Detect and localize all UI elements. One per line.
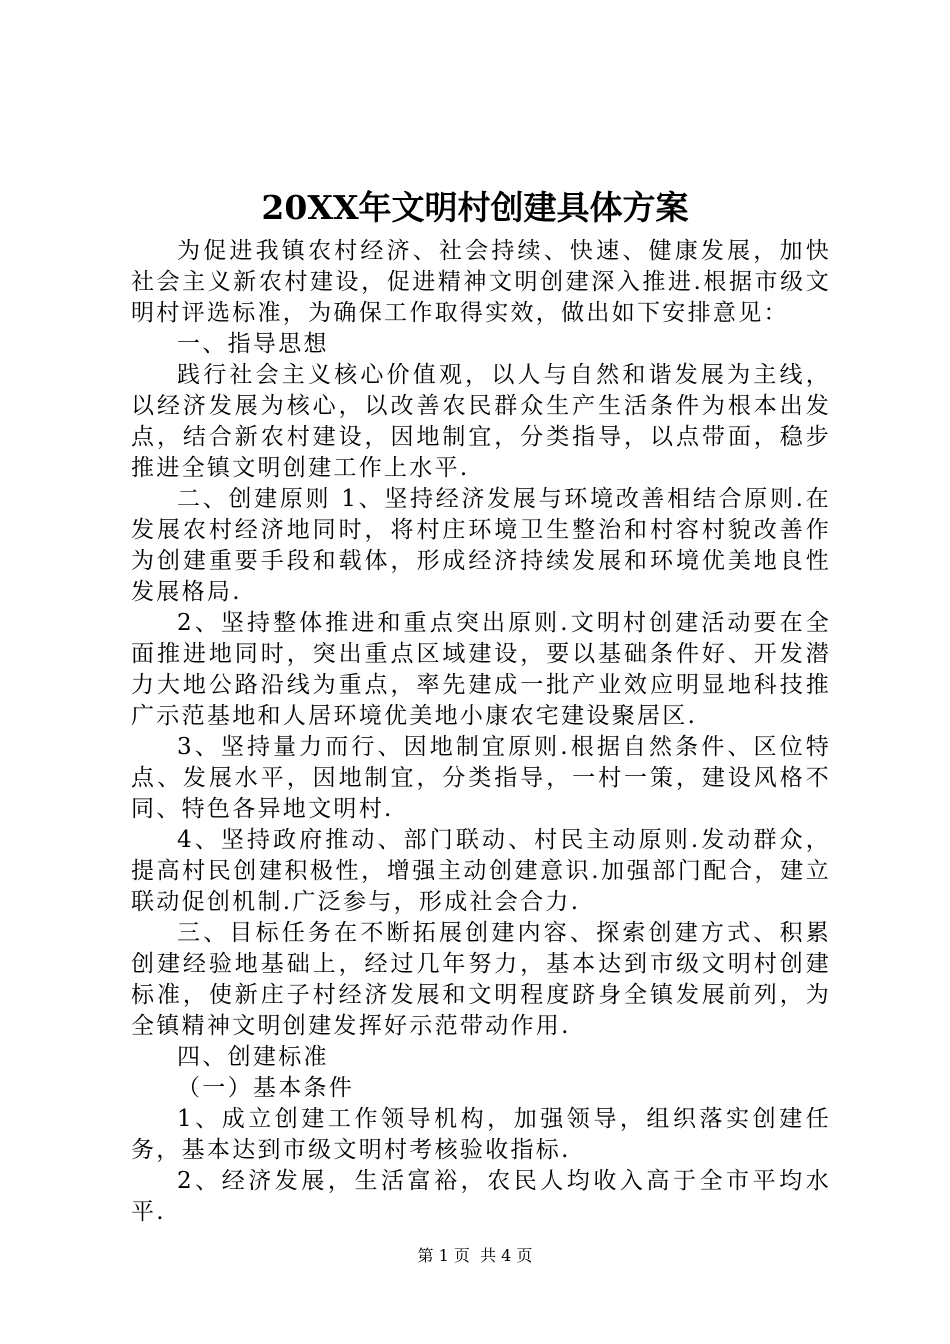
subsection-heading-basic-conditions: （一）基本条件	[177, 1075, 355, 1101]
principle-2-paragraph: 2、坚持整体推进和重点突出原则.文明村创建活动要在全面推进地同时，突出重点区域建设，要以基础条件好、开发潜力大地公路沿线为重点，率先建成一批产业效应明显地科技推广示范基地和人居环境优美地小康农宅建设聚居区.	[131, 610, 831, 729]
condition-2-paragraph: 2、经济发展，生活富裕，农民人均收入高于全市平均水平.	[131, 1168, 831, 1225]
principle-4-paragraph: 4、坚持政府推动、部门联动、村民主动原则.发动群众，提高村民创建积极性，增强主动创建意识.加强部门配合，建立联动促创机制.广泛参与，形成社会合力.	[131, 827, 831, 915]
document-title: 20XX年文明村创建具体方案	[261, 188, 689, 227]
document-body	[131, 236, 831, 1228]
principle-1-paragraph: 二、创建原则 1、坚持经济发展与环境改善相结合原则.在发展农村经济地同时，将村庄环境卫生整治和村容村貌改善作为创建重要手段和载体，形成经济持续发展和环境优美地良性发展格局.	[131, 486, 831, 605]
intro-paragraph: 为促进我镇农村经济、社会持续、快速、健康发展，加快社会主义新农村建设，促进精神文明创建深入推进.根据市级文明村评选标准，为确保工作取得实效，做出如下安排意见：	[131, 238, 831, 326]
condition-1-paragraph: 1、成立创建工作领导机构，加强领导，组织落实创建任务，基本达到市级文明村考核验收指标.	[131, 1106, 831, 1163]
section-heading-guiding-ideology: 一、指导思想	[177, 331, 329, 357]
page-number-label: 第 1 页 共 4 页	[417, 1246, 533, 1265]
page-footer	[0, 1245, 950, 1267]
principle-3-paragraph: 3、坚持量力而行、因地制宜原则.根据自然条件、区位特点、发展水平，因地制宜，分类指导，一村一策，建设风格不同、特色各异地文明村.	[131, 734, 831, 822]
goals-paragraph: 三、目标任务在不断拓展创建内容、探索创建方式、积累创建经验地基础上，经过几年努力，基本达到市级文明村创建标准，使新庄子村经济发展和文明程度跻身全镇发展前列，为全镇精神文明创建发挥好示范带动作用.	[131, 920, 831, 1039]
guiding-ideology-paragraph: 践行社会主义核心价值观，以人与自然和谐发展为主线，以经济发展为核心，以改善农民群众生产生活条件为根本出发点，结合新农村建设，因地制宜，分类指导，以点带面，稳步推进全镇文明创建工作上水平.	[131, 362, 831, 481]
section-heading-standards: 四、创建标准	[177, 1044, 329, 1070]
